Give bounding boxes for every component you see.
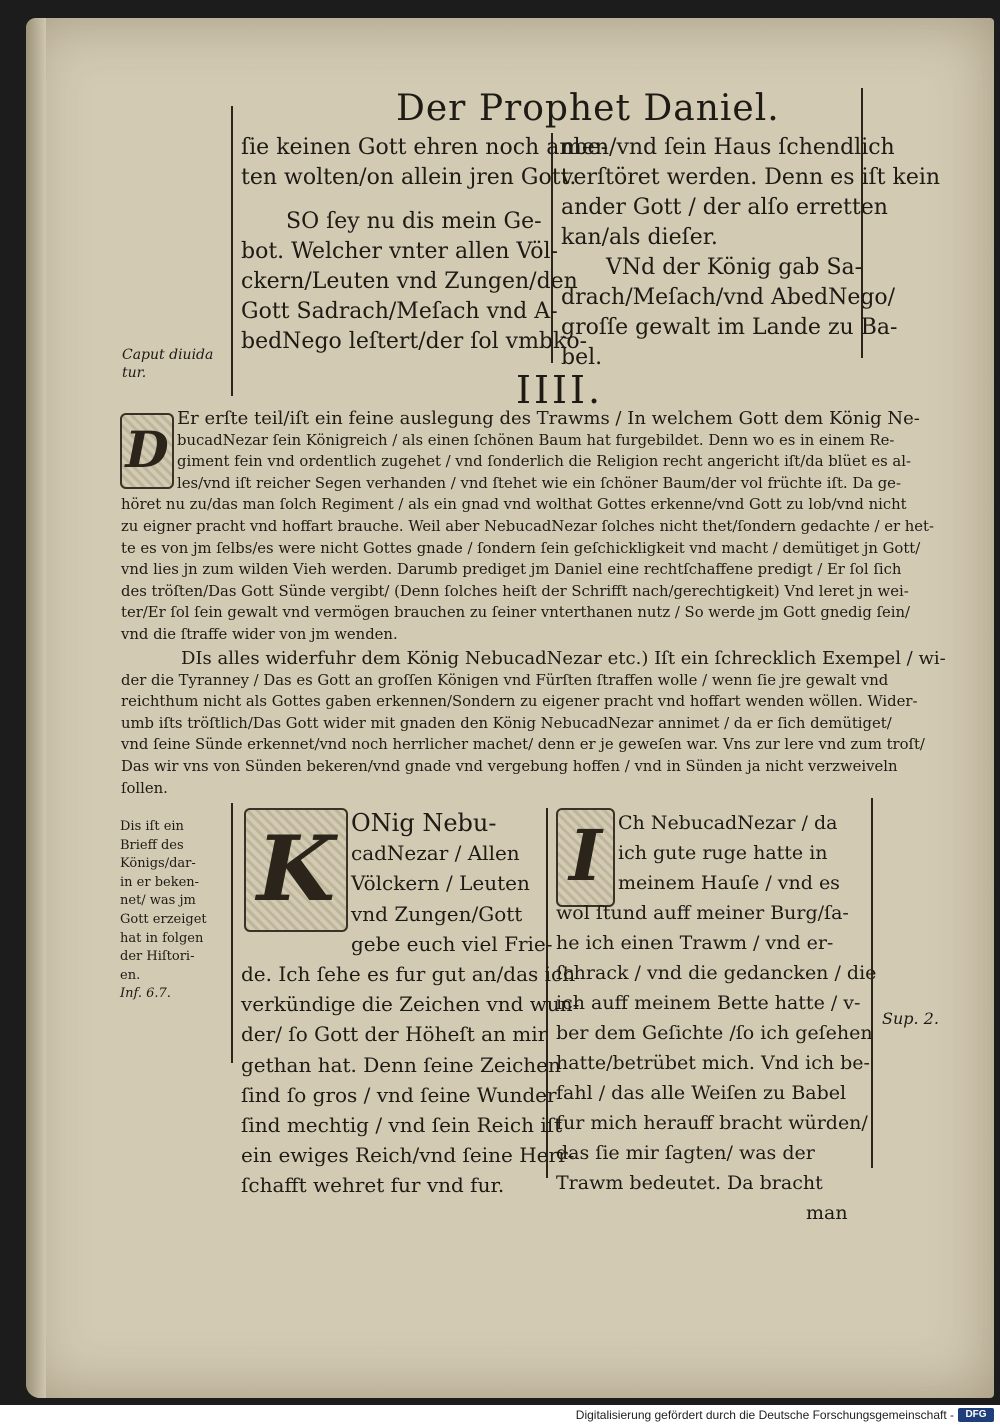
text-line: gebe euch viel Frie- [351, 931, 553, 956]
text-line: verſtöret werden. Denn es iſt kein [561, 165, 941, 190]
top-left-column [241, 133, 608, 357]
text-line: des tröſten/Das Gott Sünde vergibt/ (Denn ſolches heiſt der Schrifft nach/gerechtigkeit) Vnd leret jn wei- [121, 582, 909, 600]
text-line: SO ſey nu dis mein Ge- [286, 209, 542, 234]
text-line: bot. Welcher vnter allen Völ- [241, 239, 558, 264]
margin-note-letter: Dis iſt ein Brieff des Königs/dar- in er beken- net/ was jm Gott erzeiget hat in folgen der Hiſtori- en. Inf. 6.7. [120, 819, 207, 1002]
running-header: Der Prophet Daniel. [396, 88, 780, 129]
text-line: vnd ſeine Sünde erkennet/vnd noch herrlicher machet/ denn er je geweſen war. Vns zur lere vnd zum troſt/ [121, 736, 925, 754]
text-line: vnd Zungen/Gott [351, 901, 523, 926]
text-line: ander Gott / der alſo erretten [561, 195, 888, 220]
text-line: ſie keinen Gott ehren noch anbe- [241, 135, 609, 160]
initial-d-ornament: D [120, 413, 174, 489]
text-line: meinem Hauſe / vnd es [618, 872, 840, 894]
dfg-logo: DFG [958, 1408, 994, 1422]
text-line: ckern/Leuten vnd Zungen/den [241, 269, 578, 294]
text-line: groſſe gewalt im Lande zu Ba- [561, 315, 898, 340]
text-line: umb iſts tröſtlich/Das Gott wider mit gnaden den König NebucadNezar annimet / da er ſich demütiget/ [121, 714, 892, 732]
text-line: cadNezar / Allen [351, 841, 520, 866]
text-line: das ſie mir ſagten/ was der [556, 1142, 815, 1164]
text-line: der/ ſo Gott der Höheſt an mir [241, 1022, 548, 1047]
text-line: Das wir vns von Sünden bekeren/vnd gnade vnd vergebung hoffen / vnd in Sünden ja nicht verzweiveln [121, 757, 898, 775]
text-line: zu eigner pracht vnd hoffart brauche. Weil aber NebucadNezar ſolches nicht thet/ſondern gedachte / er het- [121, 517, 934, 535]
text-line: ſind mechtig / vnd ſein Reich iſt [241, 1113, 563, 1138]
text-line: bedNego leſtert/der ſol vmbko- [241, 329, 588, 354]
column-rule-left [231, 106, 233, 396]
text-line: te es von jm ſelbs/es were nicht Gottes gnade / ſondern ſein geſchickligkeit vnd macht / demütiget jn Gott/ [121, 539, 921, 557]
margin-note-caput: Caput diuida tur. [122, 347, 214, 381]
text-line: bel. [561, 345, 603, 370]
text-line: Ch NebucadNezar / da [618, 812, 838, 834]
page-binding-shadow [26, 18, 46, 1398]
text-line: de. Ich ſehe es fur gut an/das ich [241, 962, 576, 987]
text-line: verkündige die Zeichen vnd wun- [241, 992, 580, 1017]
text-line: wol ſtund auff meiner Burg/ſa- [556, 902, 849, 924]
text-line: ſchafft wehret fur vnd fur. [241, 1173, 505, 1198]
text-line: höret nu zu/das man ſolch Regiment / als ein gnad vnd wolthat Gottes erkenne/vnd Gott zu lob/vnd nicht [121, 496, 907, 514]
text-line: hatte/betrübet mich. Vnd ich be- [556, 1052, 870, 1074]
text-line: ter/Er ſol ſein gewalt vnd vermögen brauchen zu ſeiner vnterthanen nutz / So werde jm Gott gnedig ſein/ [121, 604, 910, 622]
text-line: men/vnd ſein Haus ſchendlich [561, 135, 895, 160]
text-line: kan/als dieſer. [561, 225, 718, 250]
chapter-number: IIII. [516, 368, 604, 412]
text-line: he ich einen Trawm / vnd er- [556, 932, 834, 954]
text-line: ſind ſo gros / vnd ſeine Wunder [241, 1082, 557, 1107]
text-line: vnd die ſtraffe wider von jm wenden. [121, 625, 398, 643]
text-line: der die Tyranney / Das es Gott an groſſen Königen vnd Fürſten ſtraffen wolle / wenn ſie jre gewalt vnd [121, 671, 889, 689]
top-right-column [561, 133, 940, 373]
margin-note-sup: Sup. 2. [882, 1009, 939, 1028]
text-line: ſchrack / vnd die gedancken / die [556, 962, 877, 984]
text-line: ich gute ruge hatte in [618, 842, 828, 864]
chapter-summary-1 [121, 408, 991, 646]
text-line: ſollen. [121, 779, 168, 797]
text-line: bucadNezar ſein Königreich / als einen ſchönen Baum hat furgebildet. Denn wo es in einem Re- [177, 431, 895, 449]
bottom-left-column [241, 808, 579, 1201]
text-line: Völckern / Leuten [351, 871, 530, 896]
text-line: man [806, 1202, 848, 1224]
text-line: fur mich herauff bracht würden/ [556, 1112, 868, 1134]
text-line: ten wolten/on allein jren Gott. [241, 165, 577, 190]
text-line: Er erſte teil/iſt ein feine auslegung des Trawms / In welchem Gott dem König Ne- [177, 408, 920, 429]
text-line [241, 193, 608, 207]
chapter-summary-2 [121, 648, 991, 799]
text-line: ONig Nebu- [351, 809, 497, 837]
text-line: ber dem Geſichte /ſo ich geſehen [556, 1022, 873, 1044]
text-line: DIs alles widerfuhr dem König NebucadNezar etc.) Iſt ein ſchrecklich Exempel / wi- [181, 648, 946, 669]
text-line: gethan hat. Denn ſeine Zeichen [241, 1052, 561, 1077]
document-page [26, 18, 994, 1398]
bottom-right-column [556, 808, 876, 1228]
initial-i-ornament: I [556, 808, 615, 907]
text-line: Trawm bedeutet. Da bracht [556, 1172, 823, 1194]
column-rule-bottom-left [231, 803, 233, 1063]
digitization-footer [0, 1405, 1000, 1425]
text-line: drach/Meſach/vnd AbedNego/ [561, 285, 896, 310]
text-line: giment fein vnd ordentlich zugehet / vnd ſonderlich die Religion recht angericht iſt/da blüet es al- [177, 453, 911, 471]
text-line: ich auff meinem Bette hatte / v- [556, 992, 861, 1014]
text-line: Gott Sadrach/Meſach vnd A- [241, 299, 558, 324]
text-line: fahl / das alle Weiſen zu Babel [556, 1082, 847, 1104]
text-line: les/vnd iſt reicher Segen verhanden / vnd ſtehet wie ein ſchöner Baum/der vol früchte iſt. Da ge- [177, 474, 901, 492]
initial-k-ornament: K [244, 808, 348, 932]
text-line: VNd der König gab Sa- [606, 255, 863, 280]
footer-text: Digitalisierung gefördert durch die Deutsche Forschungsgemeinschaft - [575, 1408, 954, 1422]
text-line: ein ewiges Reich/vnd ſeine Herr- [241, 1143, 575, 1168]
text-line: reichthum nicht als Gottes gaben erkennen/Sondern zu eigener pracht vnd hoffart wenden wöllen. Wider- [121, 693, 918, 711]
text-line: vnd lies jn zum wilden Vieh werden. Darumb prediget jm Daniel eine rechtſchaffene predigt / Er ſol ſich [121, 561, 902, 579]
